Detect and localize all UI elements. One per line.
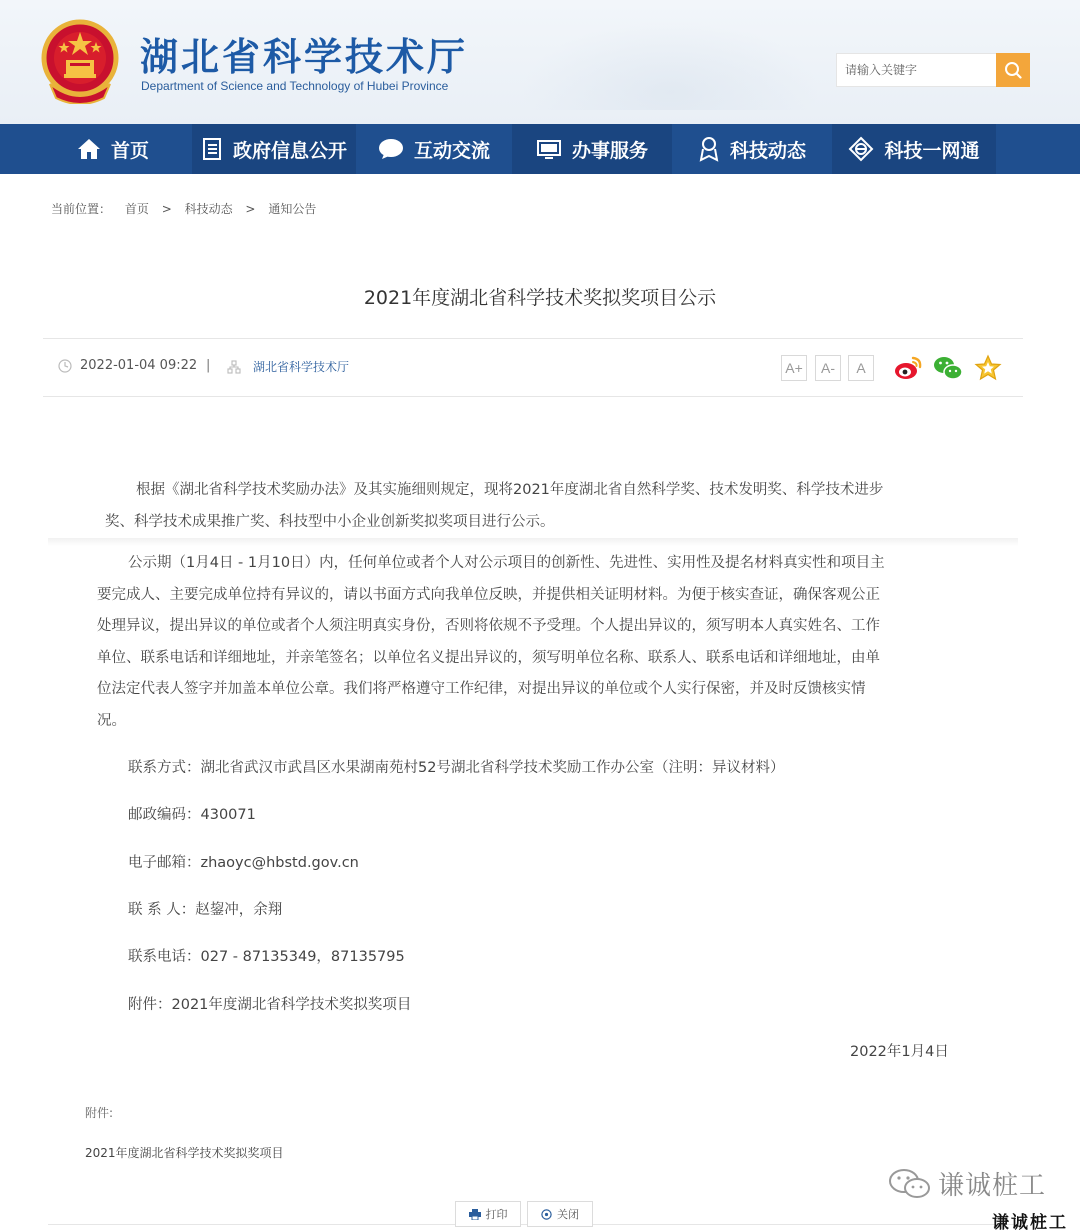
- monitor-icon: [536, 138, 562, 160]
- article-source: [227, 358, 349, 375]
- attachment-line: 附件：2021年度湖北省科学技术奖拟奖项目: [128, 997, 412, 1013]
- wechat-icon[interactable]: [933, 353, 963, 383]
- watermark-text: 谦诚桩工: [938, 1171, 1047, 1201]
- favorite-star-icon[interactable]: [973, 353, 1003, 383]
- meta-divider-bottom: [43, 396, 1023, 397]
- contact-phone: 联系电话：027 - 87135349，87135795: [128, 949, 405, 965]
- breadcrumb-notices[interactable]: 通知公告: [268, 202, 317, 216]
- close-label: 关闭: [557, 1208, 579, 1221]
- contact-person: 联 系 人：赵鋆冲，余翔: [128, 902, 283, 918]
- nav-item-sci-news[interactable]: [672, 124, 832, 174]
- nav-label-home: 首页: [110, 139, 149, 162]
- paragraph-2-line-1: 公示期（1月4日 - 1月10日）内，任何单位或者个人对公示项目的创新性、先进性、实用性及提名材料真实性和项目主: [128, 555, 885, 571]
- contact-address: 联系方式：湖北省武汉市武昌区水果湖南苑村52号湖北省科学技术奖励工作办公室（注明：异议材料）: [128, 760, 785, 776]
- article-source-text: 湖北省科学技术厅: [253, 360, 350, 374]
- document-icon: [201, 137, 223, 161]
- nav-label-interaction: 互动交流: [413, 139, 490, 162]
- breadcrumb-sci-news[interactable]: 科技动态: [184, 202, 233, 216]
- font-decrease-button[interactable]: A-: [815, 355, 841, 381]
- chat-bubble-icon: [378, 138, 404, 160]
- nav-label-services: 办事服务: [571, 139, 648, 162]
- watermark-stamp: 谦诚桩工: [992, 1213, 1068, 1232]
- nav-item-gov-info[interactable]: [192, 124, 356, 174]
- breadcrumb-separator: >: [161, 202, 172, 216]
- article-title: 2021年度湖北省科学技术奖拟奖项目公示: [363, 287, 717, 309]
- wechat-outline-icon: [888, 1168, 932, 1200]
- nav-item-one-network[interactable]: [832, 124, 996, 174]
- paragraph-2-line-2: 要完成人、主要完成单位持有异议的，请以书面方式向我单位反映，并提供相关证明材料。为便于核实查证，确保客观公正: [97, 587, 880, 603]
- nav-item-services[interactable]: [512, 124, 672, 174]
- paragraph-2-line-4: 单位、联系电话和详细地址，并亲笔签名；以单位名义提出异议的，须写明单位名称、联系人、联系电话和详细地址，由单: [97, 650, 880, 666]
- nav-label-gov-info: 政府信息公开: [232, 139, 347, 162]
- search-icon: [1003, 60, 1023, 80]
- breadcrumb: [51, 200, 316, 217]
- breadcrumb-separator: >: [245, 202, 256, 216]
- nav-label-one-network: 科技一网通: [884, 139, 980, 162]
- postcode: 邮政编码：430071: [128, 807, 256, 823]
- contact-email: 电子邮箱：zhaoyc@hbstd.gov.cn: [128, 855, 359, 871]
- section-divider: [48, 538, 1018, 546]
- clock-icon: [58, 359, 72, 373]
- attachment-label: 附件:: [85, 1106, 114, 1120]
- nav-label-sci-news: 科技动态: [729, 139, 806, 162]
- e-circle-icon: [848, 136, 874, 162]
- print-label: 打印: [485, 1208, 508, 1221]
- home-icon: [77, 138, 101, 160]
- publish-date: [58, 358, 197, 373]
- sign-date: 2022年1月4日: [850, 1044, 949, 1060]
- watermark: [888, 1165, 1046, 1202]
- meta-divider-top: [43, 338, 1023, 339]
- weibo-icon[interactable]: [893, 353, 923, 383]
- nav-item-home[interactable]: [34, 124, 192, 174]
- close-button[interactable]: [527, 1201, 593, 1227]
- header-decoration: [520, 20, 820, 110]
- search-button[interactable]: [996, 53, 1030, 87]
- paragraph-2-line-6: 况。: [97, 713, 126, 729]
- meta-separator: |: [206, 358, 211, 373]
- attachment-link[interactable]: 2021年度湖北省科学技术奖拟奖项目: [85, 1146, 284, 1160]
- site-subtitle: Department of Science and Technology of Hubei Province: [141, 79, 449, 93]
- site-header: [0, 0, 1080, 124]
- paragraph-1-line-2: 奖、科学技术成果推广奖、科技型中小企业创新奖拟奖项目进行公示。: [105, 514, 555, 530]
- user-badge-icon: [698, 136, 720, 162]
- main-nav: [0, 124, 1080, 174]
- font-increase-button[interactable]: A+: [781, 355, 807, 381]
- paragraph-2-line-3: 处理异议，提出异议的单位或者个人须注明真实身份，否则将依规不予受理。个人提出异议的，须写明本人真实姓名、工作: [97, 618, 880, 634]
- breadcrumb-home[interactable]: 首页: [124, 202, 149, 216]
- search-input[interactable]: 请输入关键字: [836, 53, 996, 87]
- publish-date-text: 2022-01-04 09:22: [80, 358, 198, 373]
- print-button[interactable]: [455, 1201, 521, 1227]
- paragraph-1-line-1: 根据《湖北省科学技术奖励办法》及其实施细则规定，现将2021年度湖北省自然科学奖、技术发明奖、科学技术进步: [136, 482, 884, 498]
- paragraph-2-line-5: 位法定代表人签字并加盖本单位公章。我们将严格遵守工作纪律，对提出异议的单位或个人实行保密，并及时反馈核实情: [97, 681, 866, 697]
- printer-icon: [469, 1209, 481, 1220]
- national-emblem-icon[interactable]: [40, 18, 120, 104]
- close-circle-icon: [541, 1209, 552, 1220]
- font-default-button[interactable]: A: [848, 355, 874, 381]
- site-title[interactable]: 湖北省科学技术厅: [140, 34, 469, 79]
- nav-item-interaction[interactable]: [356, 124, 512, 174]
- breadcrumb-label: 当前位置：: [51, 202, 112, 216]
- organization-icon: [227, 360, 241, 374]
